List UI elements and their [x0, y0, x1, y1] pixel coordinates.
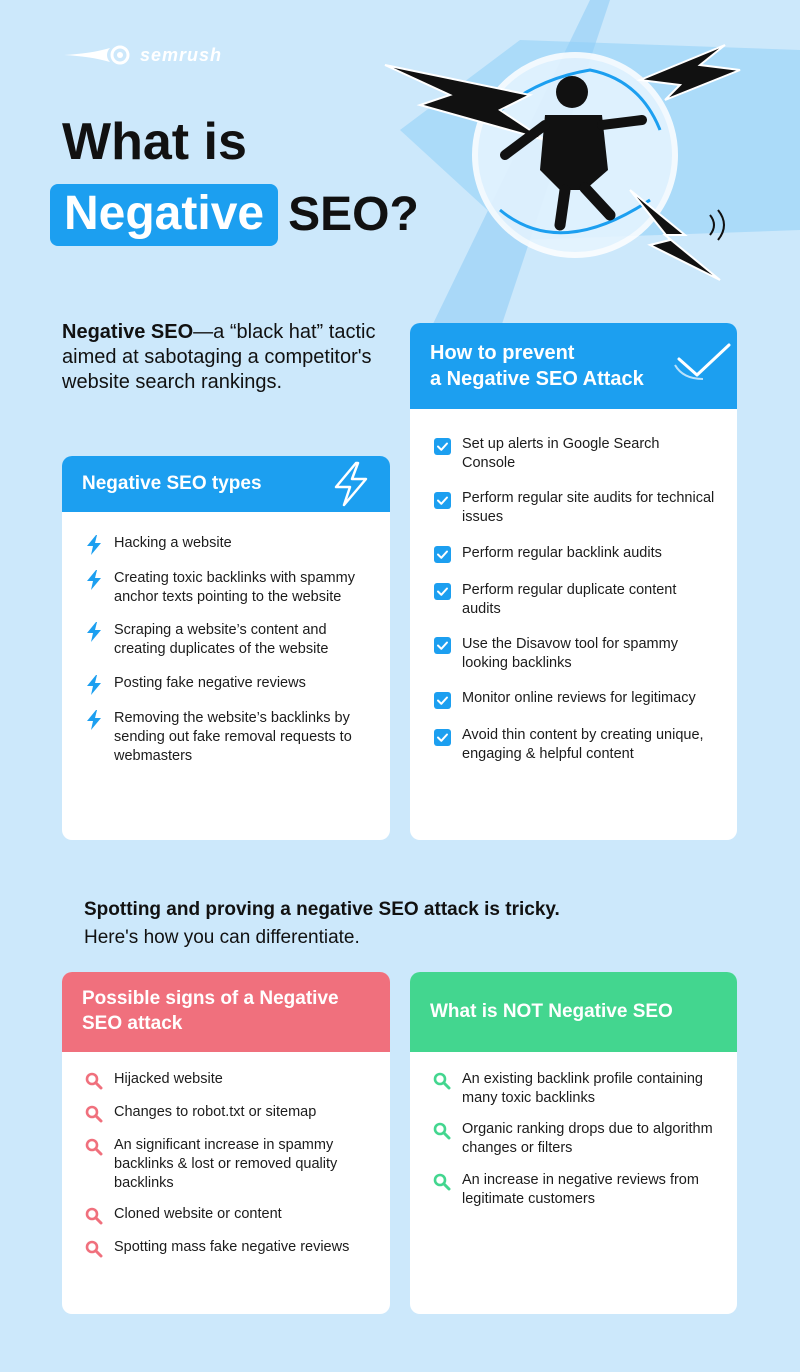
list-item: [432, 435, 715, 473]
list-item-text: Cloned website or content: [114, 1206, 282, 1223]
title-highlight: Negative: [50, 184, 278, 246]
types-list: [62, 512, 390, 766]
checkbox-checked-icon: [432, 727, 452, 747]
lightning-bolt-icon: [332, 461, 370, 507]
prevent-title-line2: a Negative SEO Attack: [430, 368, 644, 390]
page-title-line1: What is: [62, 113, 247, 171]
list-item-text: Hijacked website: [114, 1071, 223, 1087]
types-card: [62, 456, 390, 840]
lightning-bolt-icon: [84, 570, 104, 590]
intro-text: [62, 320, 392, 395]
list-item-text: Removing the website’s backlinks by sending out fake removal requests to webmasters: [114, 709, 352, 764]
list-item: [84, 621, 368, 659]
list-item: [84, 709, 368, 766]
differentiate-text: [84, 896, 724, 951]
list-item-text: An existing backlink profile containing many toxic backlinks: [462, 1071, 703, 1107]
search-icon: [84, 1137, 104, 1157]
lightning-bolt-icon: [84, 675, 104, 695]
list-item: [432, 544, 715, 565]
signs-card-header: [62, 972, 390, 1052]
list-item: [84, 1070, 368, 1091]
not-negative-card: [410, 972, 737, 1314]
list-item: [432, 1171, 715, 1209]
not-negative-card-header: [410, 972, 737, 1052]
search-icon: [84, 1239, 104, 1259]
checkbox-checked-icon: [432, 545, 452, 565]
list-item: [432, 1120, 715, 1158]
signs-list: [62, 1052, 390, 1259]
list-item: [432, 689, 715, 710]
list-item-text: Avoid thin content by creating unique, engaging & helpful content: [462, 727, 704, 763]
list-item-text: Use the Disavow tool for spammy looking backlinks: [462, 635, 678, 671]
intro-body: —a “black hat” tactic aimed at sabotaging a competitor's website search rankings.: [62, 321, 376, 393]
list-item: [432, 635, 715, 673]
list-item: [432, 1070, 715, 1108]
list-item: [432, 726, 715, 764]
list-item-text: Monitor online reviews for legitimacy: [462, 690, 696, 706]
list-item: [84, 1238, 368, 1259]
page-title-line2: [50, 184, 419, 246]
lightning-bolt-icon: [84, 622, 104, 642]
list-item-text: Organic ranking drops due to algorithm changes or filters: [462, 1121, 713, 1157]
list-item-text: Perform regular duplicate content audits: [462, 581, 677, 617]
prevent-list: [410, 409, 737, 764]
not-negative-list: [410, 1052, 737, 1209]
prevent-card: [410, 323, 737, 840]
checkbox-checked-icon: [432, 582, 452, 602]
list-item-text: An increase in negative reviews from legitimate customers: [462, 1171, 699, 1207]
differentiate-body: Here's how you can differentiate.: [84, 926, 360, 948]
list-item-text: Changes to robot.txt or sitemap: [114, 1104, 317, 1120]
search-icon: [432, 1071, 452, 1091]
checkbox-checked-icon: [432, 490, 452, 510]
prevent-card-header: [410, 323, 737, 409]
list-item: [84, 1205, 368, 1226]
checkmark-icon: [673, 341, 733, 381]
search-icon: [432, 1172, 452, 1192]
list-item-text: Set up alerts in Google Search Console: [462, 436, 660, 472]
list-item-text: Posting fake negative reviews: [114, 674, 306, 691]
list-item: [432, 581, 715, 619]
list-item: [84, 1136, 368, 1193]
lightning-bolt-icon: [84, 710, 104, 730]
differentiate-bold: Spotting and proving a negative SEO attack is tricky.: [84, 899, 560, 920]
not-negative-card-title: What is NOT Negative SEO: [430, 1000, 673, 1022]
semrush-logo: [62, 44, 222, 66]
list-item-text: Perform regular backlink audits: [462, 544, 662, 561]
list-item-text: Scraping a website’s content and creating duplicates of the website: [114, 622, 329, 658]
checkbox-checked-icon: [432, 690, 452, 710]
list-item: [84, 674, 368, 695]
checkbox-checked-icon: [432, 436, 452, 456]
prevent-title-line1: How to prevent: [430, 342, 575, 364]
title-rest: SEO?: [288, 188, 419, 241]
search-icon: [84, 1071, 104, 1091]
list-item: [432, 489, 715, 527]
search-icon: [84, 1206, 104, 1226]
brand-name: semrush: [140, 44, 223, 65]
hero-illustration: [380, 40, 800, 340]
signs-card-title: Possible signs of a Negative SEO attack: [82, 988, 339, 1034]
search-icon: [84, 1104, 104, 1124]
checkbox-checked-icon: [432, 636, 452, 656]
list-item-text: An significant increase in spammy backlinks & lost or removed quality backlinks: [114, 1137, 338, 1192]
list-item-text: Spotting mass fake negative reviews: [114, 1239, 350, 1256]
semrush-fire-icon: [62, 44, 132, 66]
list-item-text: Hacking a website: [114, 535, 232, 551]
list-item-text: Creating toxic backlinks with spammy anchor texts pointing to the website: [114, 570, 355, 606]
signs-card: [62, 972, 390, 1314]
list-item: [84, 569, 368, 607]
list-item: [84, 534, 368, 555]
list-item: [84, 1103, 368, 1124]
intro-bold: Negative SEO: [62, 321, 194, 343]
prevent-card-title: [430, 340, 644, 392]
types-card-header: [62, 456, 390, 512]
types-card-title: Negative SEO types: [82, 472, 262, 494]
lightning-bolt-icon: [84, 535, 104, 555]
search-icon: [432, 1121, 452, 1141]
list-item-text: Perform regular site audits for technical issues: [462, 490, 715, 526]
